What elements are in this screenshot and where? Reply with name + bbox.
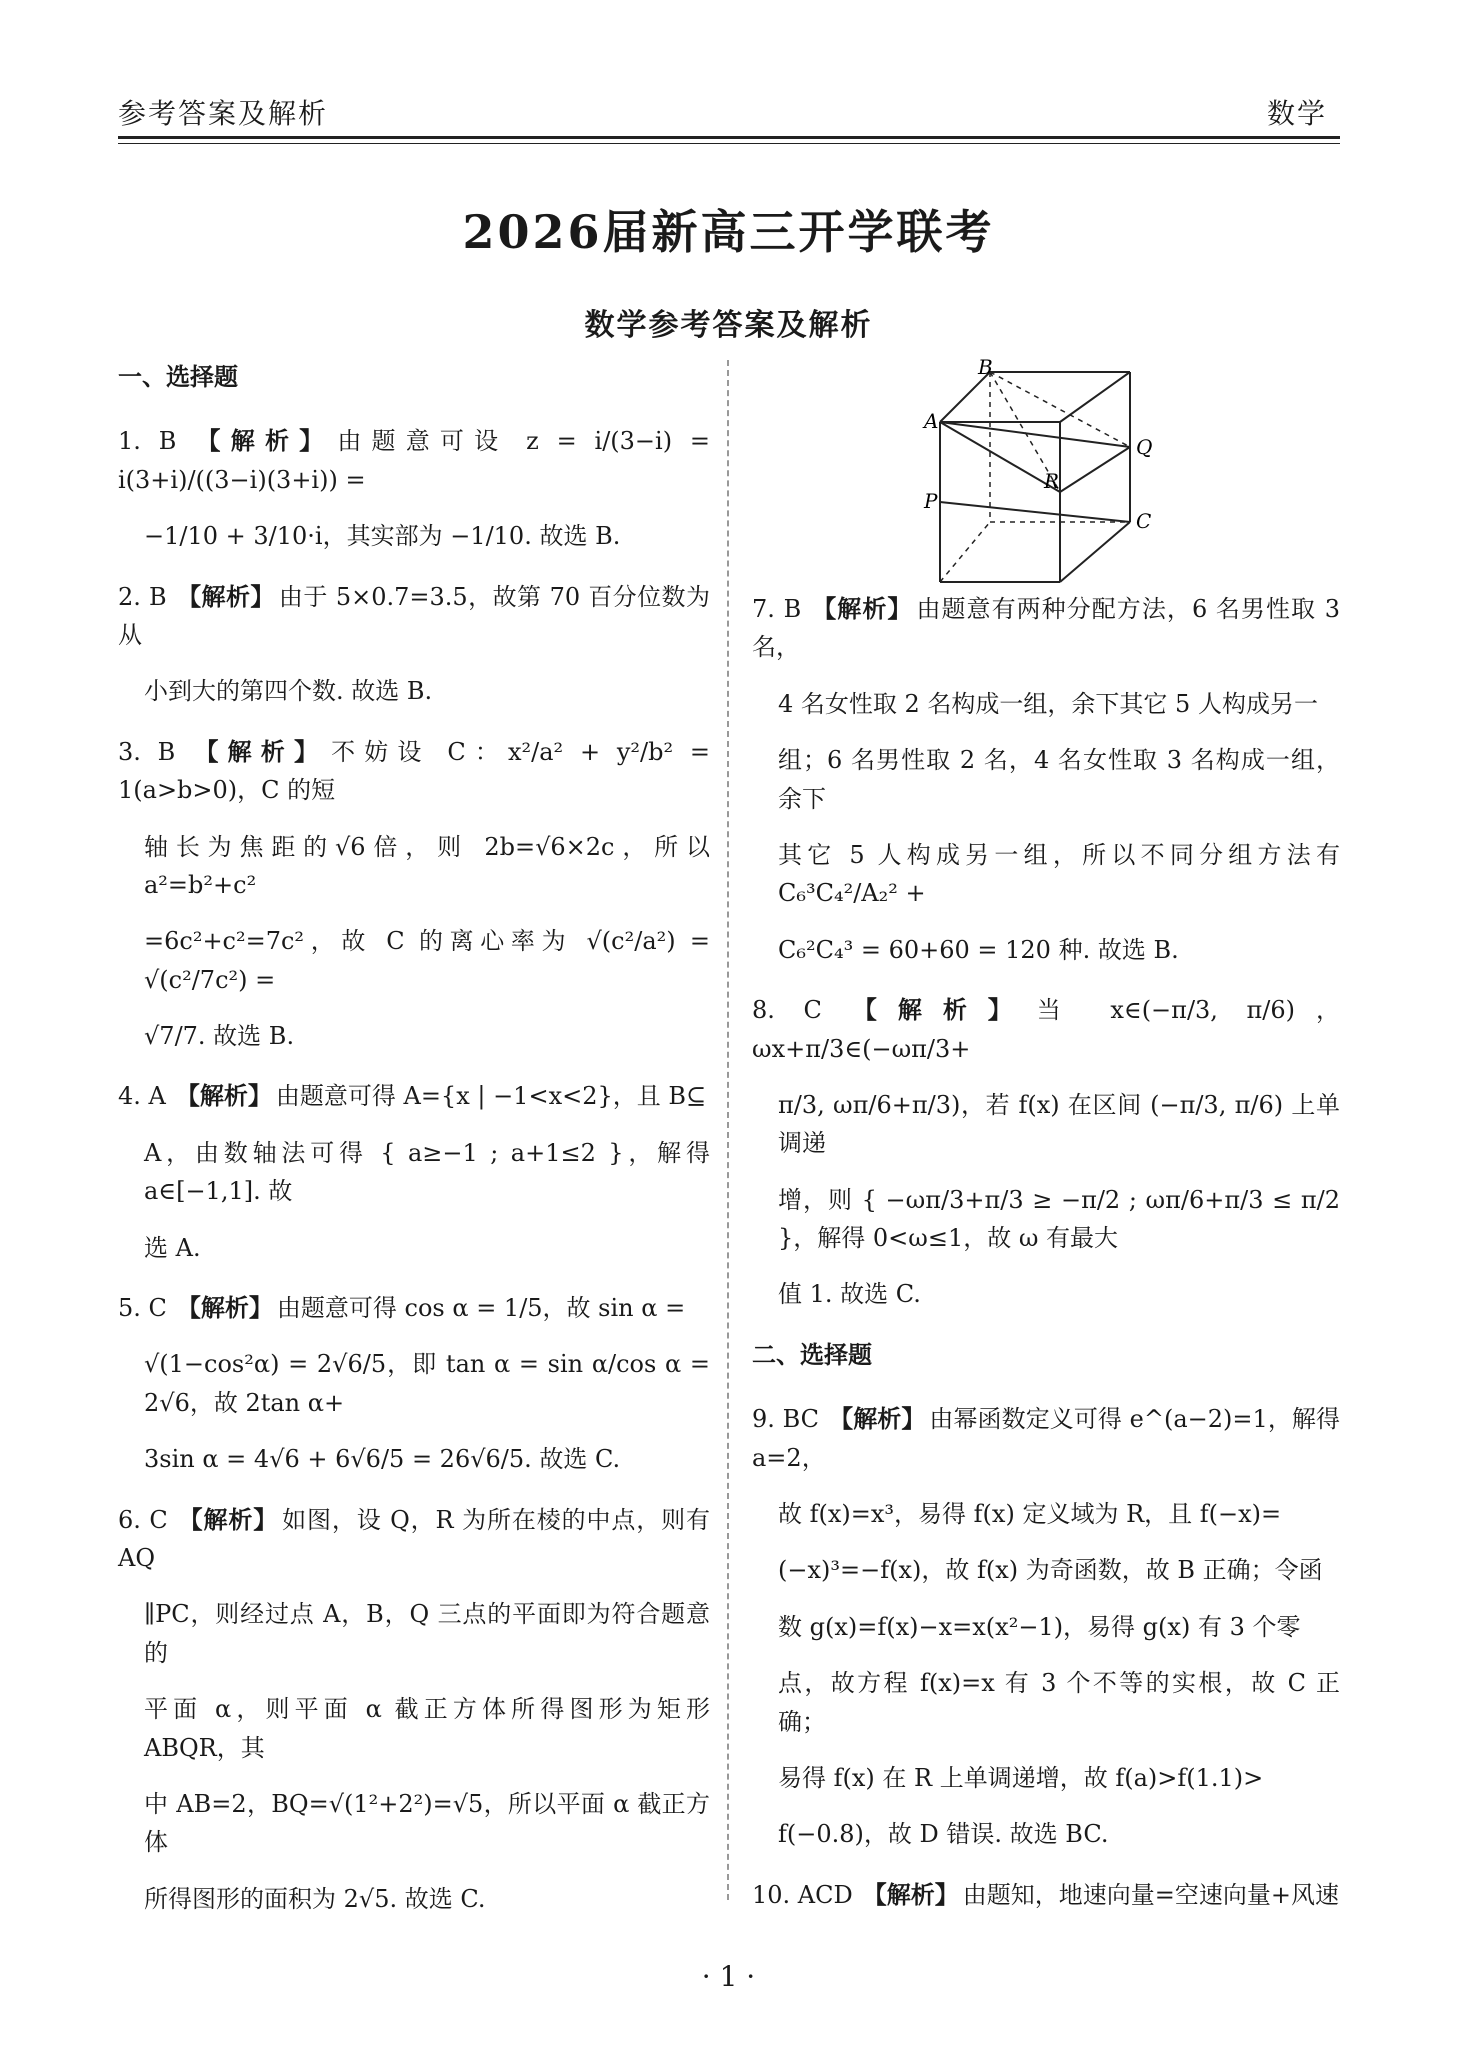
answer-number: 4. A bbox=[118, 1082, 166, 1111]
figure-label-r: R bbox=[1044, 469, 1060, 493]
figure-label-c: C bbox=[1136, 509, 1152, 533]
section-heading-1: 一、选择题 bbox=[118, 362, 238, 391]
answer-line: π/3, ωπ/6+π/3)，若 f(x) 在区间 (−π/3, π/6) 上单调递 bbox=[778, 1090, 1340, 1158]
answer-line: 数 g(x)=f(x)−x=x(x²−1)，易得 g(x) 有 3 个零 bbox=[778, 1612, 1301, 1641]
header-rule-thick bbox=[118, 136, 1340, 139]
answer-line: =6c²+c²=7c²，故 C 的离心率为 √(c²/a²) = √(c²/7c²) = bbox=[144, 927, 710, 994]
answer-line: 由幂函数定义可得 e^(a−2)=1，解得 a=2， bbox=[752, 1405, 1340, 1472]
answer-line: A，由数轴法可得 { a≥−1 ; a+1≤2 }，解得 a∈[−1,1]. 故 bbox=[144, 1138, 710, 1206]
answer-line: 组；6 名男性取 2 名，4 名女性取 3 名构成一组，余下 bbox=[778, 746, 1340, 813]
page-subtitle: 数学参考答案及解析 bbox=[584, 308, 873, 343]
analysis-tag: 【解析】 bbox=[829, 1404, 926, 1434]
answer-line: −1/10 + 3/10·i，其实部为 −1/10. 故选 B. bbox=[144, 522, 621, 551]
answer-line: (−x)³=−f(x)，故 f(x) 为奇函数，故 B 正确；令函 bbox=[778, 1556, 1323, 1585]
answer-line: 选 A. bbox=[144, 1233, 201, 1262]
answer-line: 3sin α = 4√6 + 6√6/5 = 26√6/5. 故选 C. bbox=[144, 1445, 621, 1474]
answer-number: 2. B bbox=[118, 582, 167, 611]
answer-item-4 bbox=[118, 1077, 710, 1267]
answer-line: f(−0.8)，故 D 错误. 故选 BC. bbox=[778, 1820, 1109, 1849]
answer-item-7 bbox=[752, 590, 1340, 969]
answer-item-2 bbox=[118, 578, 710, 711]
header-rule-thin bbox=[118, 143, 1340, 144]
answer-number: 3. B bbox=[118, 737, 176, 766]
answer-number: 6. C bbox=[118, 1505, 168, 1534]
answer-line: 平面 α，则平面 α 截正方体所得图形为矩形 ABQR，其 bbox=[144, 1695, 710, 1762]
answer-line: 4 名女性取 2 名构成一组，余下其它 5 人构成另一 bbox=[778, 689, 1318, 718]
answer-number: 7. B bbox=[752, 595, 802, 623]
answer-line: 由题意有两种分配方法，6 名男性取 3 名， bbox=[752, 595, 1341, 662]
analysis-tag: 【解析】 bbox=[831, 995, 1033, 1025]
analysis-tag: 【解析】 bbox=[176, 581, 275, 611]
answer-line: 由题意可得 cos α = 1/5，故 sin α = bbox=[276, 1294, 686, 1323]
answer-line: 由题知，地速向量=空速向量+风速 bbox=[962, 1880, 1339, 1909]
answer-line: 故 f(x)=x³，易得 f(x) 定义域为 R，且 f(−x)= bbox=[778, 1500, 1282, 1529]
answer-line: 值 1. 故选 C. bbox=[778, 1280, 921, 1309]
left-column bbox=[118, 358, 710, 1940]
answer-line: 点，故方程 f(x)=x 有 3 个不等的实根，故 C 正确； bbox=[778, 1669, 1340, 1736]
page-number: · 1 · bbox=[701, 1960, 756, 1993]
answer-line: 由题意可设 z = i/(3−i) = i(3+i)/((3−i)(3+i)) = bbox=[118, 427, 710, 494]
answer-line: 由题意可得 A={x | −1<x<2}，且 B⊆ bbox=[275, 1082, 707, 1111]
answer-line: 易得 f(x) 在 R 上单调递增，故 f(a)>f(1.1)> bbox=[778, 1763, 1264, 1792]
answer-line: 如图，设 Q，R 为所在棱的中点，则有 AQ bbox=[118, 1505, 710, 1572]
answer-line: 小到大的第四个数. 故选 B. bbox=[144, 677, 433, 706]
answer-line: 中 AB=2，BQ=√(1²+2²)=√5，所以平面 α 截正方体 bbox=[144, 1789, 710, 1857]
answer-number: 8. C bbox=[752, 996, 822, 1025]
cube-figure bbox=[924, 355, 1180, 584]
figure-label-p: P bbox=[924, 489, 938, 513]
analysis-tag: 【解析】 bbox=[177, 1504, 279, 1534]
answer-line: √7/7. 故选 B. bbox=[144, 1022, 295, 1051]
figure-label-b: B bbox=[978, 355, 993, 379]
analysis-tag: 【解析】 bbox=[186, 426, 334, 456]
answer-line: 轴长为焦距的√6倍，则 2b=√6×2c，所以 a²=b²+c² bbox=[144, 832, 710, 899]
analysis-tag: 【解析】 bbox=[811, 594, 913, 623]
figure-label-q: Q bbox=[1136, 435, 1153, 459]
analysis-tag: 【解析】 bbox=[862, 1879, 959, 1909]
answer-line: 由于 5×0.7=3.5，故第 70 百分位数为从 bbox=[118, 582, 711, 649]
answer-line: ∥PC，则经过点 A，B，Q 三点的平面即为符合题意的 bbox=[144, 1600, 710, 1667]
answer-line: 当 x∈(−π/3, π/6)，ωx+π/3∈(−ωπ/3+ bbox=[752, 996, 1341, 1063]
answer-line: 其它 5 人构成另一组，所以不同分组方法有 C₆³C₄²/A₂² + bbox=[778, 840, 1340, 908]
right-column bbox=[752, 590, 1340, 1936]
answer-item-5 bbox=[118, 1289, 710, 1479]
answer-item-8 bbox=[752, 991, 1340, 1314]
answer-item-10 bbox=[752, 1876, 1340, 1914]
figure-label-a: A bbox=[924, 409, 939, 433]
answer-number: 10. ACD bbox=[752, 1880, 853, 1909]
page-title: 2026届新高三开学联考 bbox=[462, 205, 995, 259]
answer-line: 不妨设 C：x²/a² + y²/b² = 1(a>b>0)，C 的短 bbox=[118, 737, 710, 805]
answer-item-3 bbox=[118, 733, 710, 1056]
answer-item-6 bbox=[118, 1501, 710, 1919]
answer-item-9 bbox=[752, 1400, 1340, 1854]
answer-item-1 bbox=[118, 422, 710, 555]
answer-number: 5. C bbox=[118, 1294, 167, 1323]
header-left: 参考答案及解析 bbox=[118, 97, 329, 130]
answer-line: C₆²C₄³ = 60+60 = 120 种. 故选 B. bbox=[778, 935, 1179, 964]
header-right: 数学 bbox=[1266, 97, 1327, 130]
answer-line: 所得图形的面积为 2√5. 故选 C. bbox=[144, 1884, 486, 1913]
answer-line: √(1−cos²α) = 2√6/5，即 tan α = sin α/cos α = 2√6，故 2tan α+ bbox=[144, 1350, 710, 1417]
answer-number: 9. BC bbox=[752, 1405, 820, 1434]
analysis-tag: 【解析】 bbox=[176, 1293, 273, 1323]
section-heading-2: 二、选择题 bbox=[752, 1339, 872, 1369]
answer-line: 增，则 { −ωπ/3+π/3 ≥ −π/2 ; ωπ/6+π/3 ≤ π/2 }，解得 0<ω≤1，故 ω 有最大 bbox=[778, 1185, 1340, 1253]
column-divider bbox=[727, 360, 729, 1900]
analysis-tag: 【解析】 bbox=[175, 1081, 272, 1111]
answer-number: 1. B bbox=[118, 427, 177, 456]
analysis-tag: 【解析】 bbox=[185, 736, 328, 766]
